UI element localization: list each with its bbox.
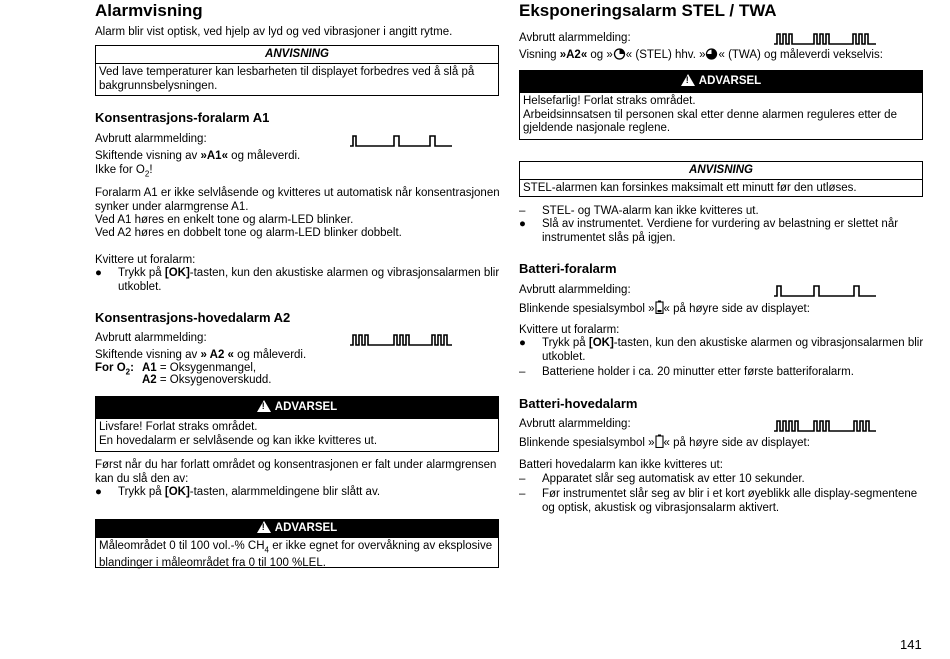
warning-triangle-icon [257, 400, 271, 412]
warning-box-methane [95, 519, 499, 568]
warning-triangle-icon [681, 74, 695, 86]
warning-box-health-hazard [519, 70, 923, 140]
battery-main-interrupted-label: Avbrutt alarmmelding: [519, 418, 631, 430]
a1-ack-label: Kvittere ut foralarm: [95, 254, 196, 266]
stel-switch-off-instruction: Slå av instrumentet. Verdiene for vurdering av belastning er slettet når instrumentet slås på igjen. [542, 218, 899, 244]
a1-display-text: Skiftende visning av »A1« og måleverdi. [95, 150, 301, 162]
twa-clock-icon [705, 48, 718, 60]
note-box-temperature [95, 45, 499, 96]
alarm-pulse-pattern-icon [774, 284, 876, 298]
list-item [519, 366, 925, 380]
a2-for-o2-line: For $O_2$: [95, 362, 134, 377]
list-item [95, 486, 501, 500]
page-title-alarmvisning: Alarmvisning [95, 1, 203, 20]
battery-auto-off-text: Apparatet slår seg automatisk av etter 10 sekunder. [542, 473, 805, 485]
a2-interrupted-label: Avbrutt alarmmelding: [95, 332, 207, 344]
battery-prealarm-ack-label: Kvittere ut foralarm: [519, 324, 620, 336]
stel-interrupted-label: Avbrutt alarmmelding: [519, 32, 631, 44]
note-text: STEL-alarmen kan forsinkes maksimalt ett minutt før den utløses. [523, 182, 857, 194]
battery-main-symbol-text: Blinkende spesialsymbol » « på høyre side av displayet: [519, 434, 810, 451]
list-item [519, 473, 925, 487]
heading-battery-prealarm: Batteri-foralarm [519, 261, 617, 276]
note-header: ANVISNING [96, 46, 498, 64]
warning-header: !ADVARSEL [96, 397, 498, 419]
warning-header: !ADVARSEL [520, 71, 922, 93]
a1-paragraph-tone: Ved A1 høres en enkelt tone og alarm-LED blinker. [95, 214, 354, 226]
battery-prealarm-ack-instruction: Trykk på [OK]-tasten, kun den akustiske alarmen og vibrasjonsalarmen blir utkoblet. [542, 337, 924, 363]
alarm-pulse-pattern-icon [350, 333, 452, 347]
stel-cannot-ack: STEL- og TWA-alarm kan ikke kvitteres ut. [542, 205, 759, 217]
note-text: Ved lave temperaturer kan lesbarheten til displayet forbedres ved å slå på bakgrunnsbelysningen. [99, 66, 475, 92]
warning-box-life-danger [95, 396, 499, 452]
warning-text: Livsfare! Forlat straks området. En hovedalarm er selvlåsende og kan ikke kvitteres ut. [99, 421, 378, 447]
battery-prealarm-symbol-text: Blinkende spesialsymbol » « på høyre side av displayet: [519, 300, 810, 317]
dash-icon: – [519, 366, 526, 378]
list-item [519, 337, 925, 365]
a2-display-text: Skiftende visning av » A2 « og måleverdi. [95, 349, 307, 361]
page-number: 141 [900, 637, 922, 652]
a1-interrupted-label: Avbrutt alarmmelding: [95, 133, 207, 145]
a1-ack-instruction: Trykk på [OK]-tasten, kun den akustiske alarmen og vibrasjonsalarmen blir utkoblet. [118, 267, 500, 293]
battery-shutdown-text: Før instrumentet slår seg av blir i et kort øyeblikk alle display-segmentene og optisk, akustisk og vibrasjonsalarm aktivert. [542, 488, 918, 514]
bullet-icon: ● [95, 267, 102, 279]
note-header: ANVISNING [520, 162, 922, 180]
a2-paragraph-tone: Ved A2 høres en dobbelt tone og alarm-LED blinker dobbelt. [95, 227, 402, 239]
alarm-pulse-pattern-icon [774, 419, 876, 433]
warning-text: Helsefarlig! Forlat straks området. Arbeidsinnsatsen til personen skal etter denne alarmen reguleres etter de gjeldende nasjonale reglene. [523, 95, 897, 134]
a2-reset-instruction: Trykk på [OK]-tasten, alarmmeldingene blir slått av. [118, 486, 381, 498]
dash-icon: – [519, 488, 526, 500]
note-box-stel-delay [519, 161, 923, 197]
heading-a2: Konsentrasjons-hovedalarm A2 [95, 310, 291, 325]
battery-prealarm-interrupted-label: Avbrutt alarmmelding: [519, 284, 631, 296]
bullet-icon: ● [95, 486, 102, 498]
alarm-pulse-pattern-icon [350, 134, 452, 148]
list-item [519, 488, 925, 516]
bullet-icon: ● [519, 218, 526, 230]
warning-text: Måleområdet 0 til 100 vol.-% $CH_4$ er ikke egnet for overvåkning av eksplosive blandinger i måleområdet fra 0 til 100 %LEL. [99, 540, 493, 569]
a2-oxygen-deficiency: A1 = Oksygenmangel, [142, 362, 257, 374]
stel-display-text: Visning »A2« og » « (STEL) hhv. » « (TWA) og måleverdi vekselvis: [519, 49, 883, 61]
a2-reset-paragraph: Først når du har forlatt området og konsentrasjonen er falt under alarmgrensen kan du slå den av: [95, 459, 497, 485]
intro-text: Alarm blir vist optisk, ved hjelp av lyd og ved vibrasjoner i angitt rytme. [95, 26, 453, 38]
alarm-pulse-pattern-icon [774, 32, 876, 46]
page-title-stel-twa: Eksponeringsalarm STEL / TWA [519, 1, 777, 20]
bullet-icon: ● [519, 337, 526, 349]
heading-a1: Konsentrasjons-foralarm A1 [95, 110, 270, 125]
a1-paragraph: Foralarm A1 er ikke selvlåsende og kvitteres ut automatisk når konsentrasjonen synker under alarmgrense A1. [95, 187, 500, 213]
warning-triangle-icon [257, 521, 271, 533]
list-item [519, 205, 925, 219]
list-item [95, 267, 501, 295]
stel-clock-icon [613, 48, 626, 60]
dash-icon: – [519, 205, 526, 217]
list-item [519, 218, 925, 246]
warning-header: !ADVARSEL [96, 520, 498, 538]
battery-main-cannot-ack: Batteri hovedalarm kan ikke kvitteres ut: [519, 459, 723, 471]
battery-empty-icon [655, 434, 664, 448]
a1-not-o2-text: Ikke for $O_2$! [95, 164, 153, 179]
battery-duration-text: Batteriene holder i ca. 20 minutter etter første batteriforalarm. [542, 366, 854, 378]
battery-low-icon [655, 300, 664, 314]
a2-oxygen-excess: A2 = Oksygenoverskudd. [142, 374, 272, 386]
heading-battery-main-alarm: Batteri-hovedalarm [519, 396, 638, 411]
dash-icon: – [519, 473, 526, 485]
